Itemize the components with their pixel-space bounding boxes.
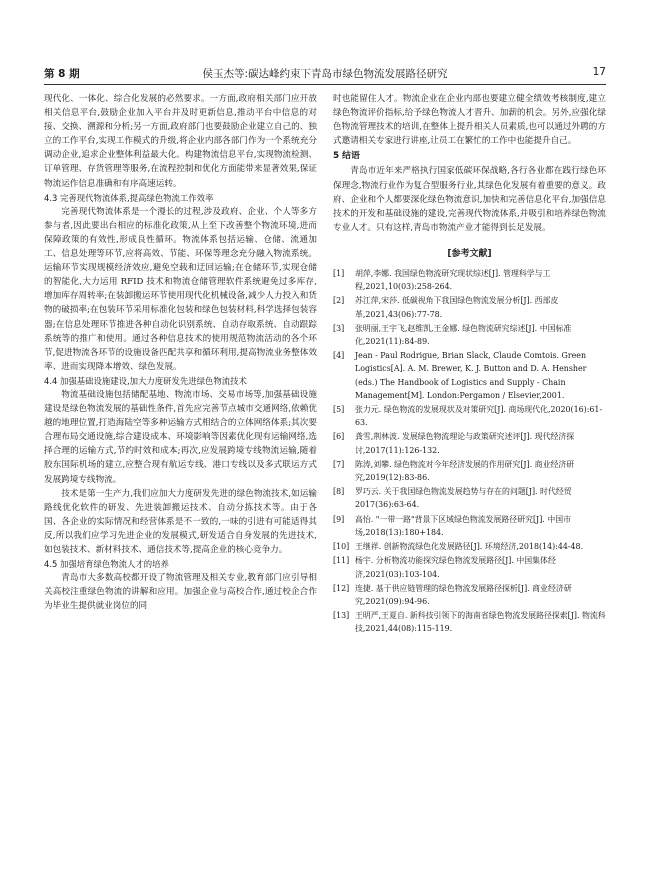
page-header: [44, 64, 606, 82]
reference-text: 王明严,王夏自. 新科技引领下的海南省绿色物流发展路径探索[J]. 物流科技,2021,44(08):115-119.: [355, 611, 606, 634]
reference-text: 高怡. "一带一路"背景下区域绿色物流发展路径研究[J]. 中国市场,2018(13):180+184.: [355, 514, 571, 537]
reference-number: [9]: [333, 514, 345, 524]
reference-text: Jean - Paul Rodrigue, Brian Slack, Claude Comtois. Green Logistics[A]. A. M. Brewer, K. J. Button and D. A. Hensher (eds.) The Handbook of Logistics and Supply - Chain Management[M]. London:Pergamon / Elsevier,2001.: [355, 351, 587, 400]
reference-text: 陈涛,刘攀. 绿色物流对今年经济发展的作用研究[J]. 商业经济研究,2019(12):83-86.: [355, 459, 575, 483]
left-column: [44, 92, 317, 613]
reference-text: 胡萍,李娜. 我国绿色物流研究现状综述[J]. 管理科学与工程,2021,10(03):258-264.: [355, 269, 551, 292]
reference-number: [12]: [333, 583, 350, 593]
subsection-heading-4-4: 4.4 加强基础设施建设,加大力度研发先进绿色物流技术: [44, 375, 247, 386]
reference-text: 龚雪,荆林波. 发展绿色物流理论与政策研究述评[J]. 现代经济探讨,2017(11):126-132.: [355, 432, 575, 455]
reference-number: [6]: [333, 432, 345, 442]
reference-item: [333, 403, 606, 429]
subsection-heading-4-5: 4.5 加强培育绿色物流人才的培养: [44, 559, 169, 570]
reference-item: [333, 267, 606, 293]
reference-list: [333, 267, 606, 635]
reference-text: 张明丽,王宇飞,赵维凯,王金娜. 绿色物流研究综述[J]. 中国标准化,2021(11):84-89.: [355, 323, 572, 347]
paragraph: 时也能留住人才。物流企业在企业内部也要建立健全绩效考核制度,建立绿色物流评价指标,给予绿色物流人才晋升、加薪的机会。另外,应强化绿色物流管理技术的培训,在整体上提升相关人员素质,也可以通过外聘的方式邀请相关专家进行讲座,让员工在繁忙的工作中也能提升自己。: [333, 94, 606, 147]
reference-item: [333, 609, 606, 635]
paragraph: 技术是第一生产力,我们应加大力度研发先进的绿色物流技术,如运输路线优化软件的研发、先进装卸搬运技术、自动分拣技术等。由于各国、各企业的实际情况和经营体系是不一致的,一味的引进有可能适得其反,所以我们应学习先进企业的发展模式,研发适合自身发展的先进技术,如包装技术、新材料技术、通信技术等,提高企业的核心竞争力。: [44, 488, 317, 555]
paragraph: 现代化、一体化、综合化发展的必然要求。一方面,政府相关部门应开放相关信息平台,鼓励企业加入平台并及时更新信息,推动平台中信息的对接、交换、溯源和分析;另一方面,政府部门也要鼓励企业建立自己的、独立的工作平台,实现工作模式的升级,将企业内部各部门作为一个系统充分调动企业,追求企业整体利益最大化。构建物流信息平台,实现物流检测、订单管理、存货管理等服务,在流程控制和优化方面能带来显著效果,保证物流运作信息准确和有序高速运转。: [44, 94, 317, 189]
paragraph: 物流基础设施包括储配基地、物流市场、交易市场等,加强基础设施建设是绿色物流发展的基础性条件,首先应完善节点城市交通网络,依赖优越的地理位置,打造海陆空等多种运输方式相结合的立体网络体系;其次要合理布局交通设施,综合建设成本、环境影响等因素优化现有运输网络,选择合理的运输方式,节约时效和成本;再次,应发展跨境专线物流运输,随着胶东国际机场的建立,应整合现有航运专线、港口专线以及多式联运方式发展跨境专线物流。: [44, 389, 317, 485]
issue-number: 第 8 期: [44, 68, 80, 80]
reference-number: [4]: [333, 351, 345, 361]
running-title: 侯玉杰等:碳达峰约束下青岛市绿色物流发展路径研究: [202, 68, 448, 80]
reference-text: 连捷. 基于供应链管理的绿色物流发展路径探析[J]. 商业经济研究,2021(09):94-96.: [355, 583, 572, 606]
paragraph: 完善现代物流体系是一个漫长的过程,涉及政府、企业、个人等多方参与者,因此要出台相应的标准化政策,从上至下改善整个物流环境,进而保障政策的有效性,形成良性循环。物流体系包括运输、仓储、流通加工、信息处理等环节,应将高效、节能、环保等理念充分融入物流系统。运输环节实现规模经济效应,避免空载和迂回运输;在仓储环节,实现仓储的智能化,大力运用 RFID 技术和物流仓储管理软件系统避免过多库存,增加库存周转率;在装卸搬运环节使用现代化机械设备,减少人力投入和货物的破损率;在包装环节采用标准化包装和绿色包装材料,科学选择包装容器;在信息处理环节推进各种自动化识别系统、自动存取系统、自动跟踪系统等的推广和使用。通过各种信息技术的使用规范物流活动的各个环节,促进物流各环节的设施设备匹配共享和循环利用,提高物流业务整体效率、进而实现降本增效、绿色发展。: [44, 206, 317, 372]
reference-number: [13]: [333, 611, 350, 621]
right-column: [333, 92, 606, 637]
page-number: 17: [592, 66, 606, 78]
reference-item: [333, 582, 606, 608]
reference-number: [10]: [333, 542, 350, 552]
reference-number: [11]: [333, 556, 350, 566]
reference-text: 罗巧云. 关于我国绿色物流发展趋势与存在的问题[J]. 时代经贸 2017(36):63-64.: [355, 487, 572, 510]
reference-item: [333, 349, 606, 402]
reference-text: 苏江萍,宋莎. 低碳视角下我国绿色物流发展分析[J]. 西部皮革,2021,43(06):77-78.: [355, 296, 559, 319]
references-heading: [参考文献]: [447, 248, 492, 259]
subsection-heading-4-3: 4.3 完善现代物流体系,提高绿色物流工作效率: [44, 192, 214, 203]
reference-item: [333, 430, 606, 456]
reference-item: [333, 294, 606, 320]
reference-item: [333, 513, 606, 539]
reference-item: [333, 458, 606, 484]
paragraph: 青岛市大多数高校都开设了物流管理及相关专业,教育部门应引导相关高校注重绿色物流的讲解和应用。加强企业与高校合作,通过校企合作为毕业生提供就业岗位的同: [44, 573, 317, 612]
reference-number: [7]: [333, 459, 345, 469]
reference-item: [333, 540, 606, 553]
reference-text: 杨宇. 分析物流功能探究绿色物流发展路径[J]. 中国集体经济,2021(03):103-104.: [355, 556, 556, 579]
reference-item: [333, 322, 606, 348]
reference-item: [333, 554, 606, 580]
reference-number: [3]: [333, 323, 345, 333]
header-rule: [44, 84, 606, 85]
reference-item: [333, 485, 606, 511]
reference-number: [1]: [333, 269, 345, 279]
paragraph: 青岛市近年来严格执行国家低碳环保战略,各行各业都在践行绿色环保理念,物流行业作为复合型服务行业,其绿色化发展有着重要的意义。政府、企业和个人都要深化绿色物流意识,加快和完善信息化平台,加强信息技术的开发和基础设施的建设,完善现代物流体系,并吸引和培养绿色物流专业人才。只有这样,青岛市物流产业才能得到长足发展。: [333, 166, 606, 233]
reference-number: [8]: [333, 487, 345, 497]
reference-text: 张力元. 绿色物流的发展现状及对策研究[J]. 商场现代化,2020(16):61-63.: [355, 405, 603, 428]
reference-number: [2]: [333, 296, 345, 306]
section-heading-5: 5 结语: [333, 151, 360, 162]
reference-number: [5]: [333, 405, 345, 415]
reference-text: 王继祥. 创新物流绿色化发展路径[J]. 环境经济,2018(14):44-48.: [355, 542, 584, 552]
